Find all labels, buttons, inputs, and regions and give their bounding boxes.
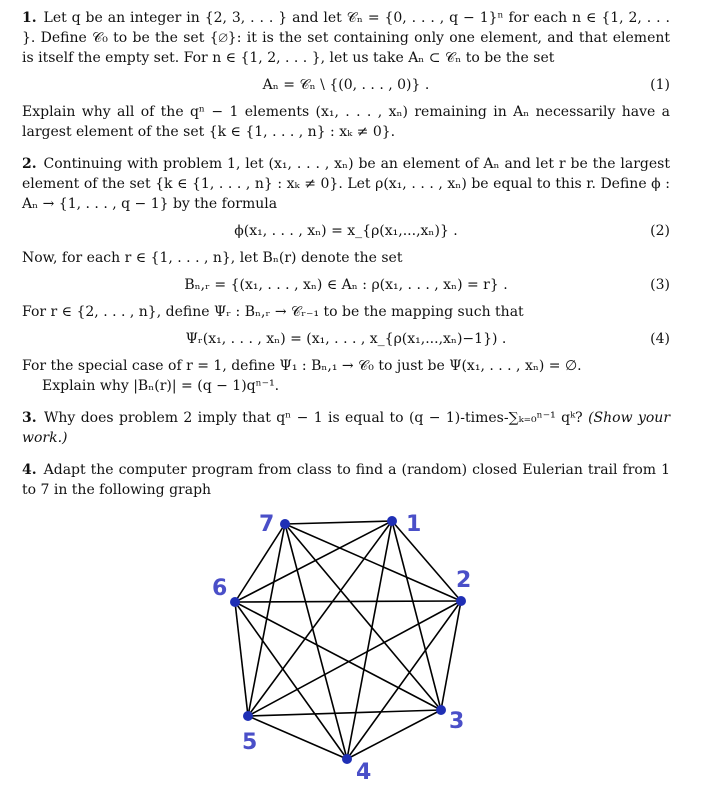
problem-1-text: Let q be an integer in {2, 3, . . . } and let 𝒞ₙ = {0, . . . , q − 1}ⁿ for each n ∈ {1, 2, . . . }. Define 𝒞₀ to be the set {∅}: it is the set containing only one element, and that element is itself the empty set. For n ∈ {1, 2, . . . }, let us take Aₙ ⊂ 𝒞ₙ to be the set xyxy=(22,10,670,66)
problem-2-special: For the special case of r = 1, define Ψ₁ : Bₙ,₁ → 𝒞₀ to just be Ψ(x₁, . . . , xₙ) = ∅. xyxy=(22,358,582,374)
vertex-6 xyxy=(230,597,240,607)
vertex-label-6: 6 xyxy=(212,576,228,601)
equation-4: Ψᵣ(x₁, . . . , xₙ) = (x₁, . . . , x_{ρ(x₁,...,xₙ)−1}) . xyxy=(185,331,507,347)
vertex-label-5: 5 xyxy=(242,730,258,755)
edge-4-7 xyxy=(285,524,347,759)
equation-3-number: (3) xyxy=(650,277,670,293)
edge-3-6 xyxy=(235,602,441,710)
vertex-label-1: 1 xyxy=(406,512,422,537)
problem-4-text: Adapt the computer program from class to find a (random) closed Eulerian trail from 1 to 7 in the following graph xyxy=(22,462,671,498)
vertex-label-3: 3 xyxy=(449,709,465,734)
vertex-4 xyxy=(342,754,352,764)
vertex-3 xyxy=(436,705,446,715)
graph-edges xyxy=(235,521,461,759)
edge-5-6 xyxy=(235,602,248,716)
equation-2-number: (2) xyxy=(650,223,670,239)
vertex-7 xyxy=(280,519,290,529)
edge-2-6 xyxy=(235,601,461,602)
equation-4-number: (4) xyxy=(650,331,670,347)
vertex-label-4: 4 xyxy=(356,760,372,785)
edge-2-3 xyxy=(441,601,461,710)
edge-2-5 xyxy=(248,601,461,716)
problem-3-number: 3. xyxy=(22,410,37,426)
edge-2-4 xyxy=(347,601,461,759)
problem-2-text: Continuing with problem 1, let (x₁, . . . , xₙ) be an element of Aₙ and let r be the largest element of the set {k ∈ {1, . . . , n} : xₖ ≠ 0}. Let ρ(x₁, . . . , xₙ) be equal to this r. Define ϕ : Aₙ → {1, . . . , q − 1} by the formula xyxy=(22,156,670,212)
edge-1-5 xyxy=(248,521,392,716)
edge-3-4 xyxy=(347,710,441,759)
equation-3: Bₙ,ᵣ = {(x₁, . . . , xₙ) ∈ Aₙ : ρ(x₁, . . . , xₙ) = r} . xyxy=(184,277,508,293)
vertex-2 xyxy=(456,596,466,606)
problem-1-number: 1. xyxy=(22,10,37,26)
equation-2: ϕ(x₁, . . . , xₙ) = x_{ρ(x₁,...,xₙ)} . xyxy=(234,223,458,239)
vertex-label-7: 7 xyxy=(259,512,275,537)
problem-2-explain: Explain why |Bₙ(r)| = (q − 1)qⁿ⁻¹. xyxy=(42,378,280,394)
vertex-label-2: 2 xyxy=(456,568,472,593)
equation-1-number: (1) xyxy=(650,77,670,93)
edge-1-4 xyxy=(347,521,392,759)
problem-4-number: 4. xyxy=(22,462,37,478)
problem-2-number: 2. xyxy=(22,156,37,172)
problem-2-mid2: For r ∈ {2, . . . , n}, define Ψᵣ : Bₙ,ᵣ → 𝒞ᵣ₋₁ to be the mapping such that xyxy=(22,304,524,320)
equation-1: Aₙ = 𝒞ₙ \ {(0, . . . , 0)} . xyxy=(262,77,430,93)
edge-3-5 xyxy=(248,710,441,716)
vertex-1 xyxy=(387,516,397,526)
problem-1-question: Explain why all of the qⁿ − 1 elements (x₁, . . . , xₙ) remaining in Aₙ necessarily have a largest element of the set {k ∈ {1, . . . , n} : xₖ ≠ 0}. xyxy=(22,104,670,140)
graph-vertex-labels xyxy=(212,512,471,785)
vertex-5 xyxy=(243,711,253,721)
problem-2-mid: Now, for each r ∈ {1, . . . , n}, let Bₙ(r) denote the set xyxy=(22,250,403,266)
problem-3-text: Why does problem 2 imply that qⁿ − 1 is equal to (q − 1)-times-∑ₖ₌₀ⁿ⁻¹ qᵏ? xyxy=(44,410,583,426)
edge-1-7 xyxy=(285,521,392,524)
problem-3-note: (Show your work.) xyxy=(22,410,671,446)
